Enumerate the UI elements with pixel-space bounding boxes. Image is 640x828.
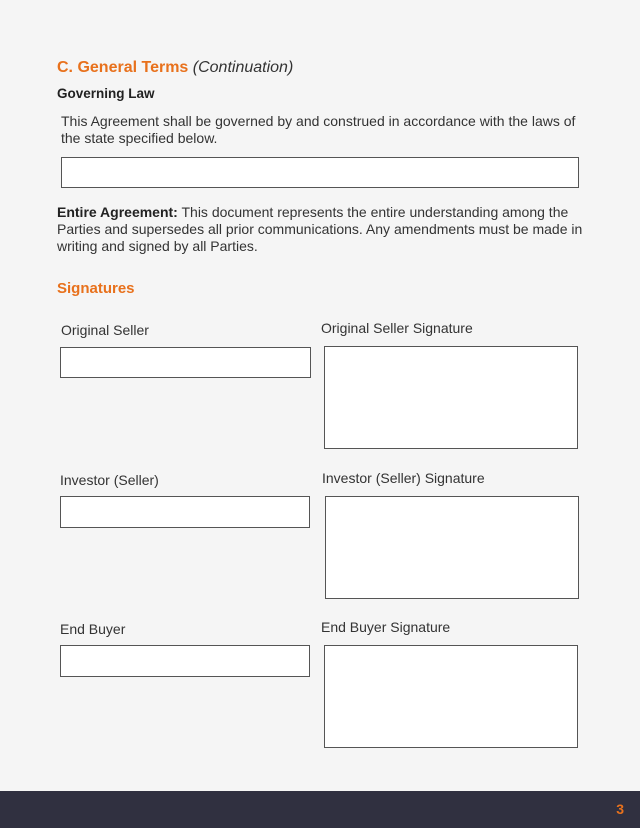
section-title-text: C. General Terms (57, 59, 189, 76)
governing-state-field[interactable] (61, 157, 579, 188)
end-buyer-signature-box[interactable] (324, 645, 578, 748)
governing-law-heading: Governing Law (57, 86, 155, 101)
end-buyer-label: End Buyer (60, 621, 126, 637)
original-seller-name-field[interactable] (60, 347, 311, 378)
page-footer (0, 791, 640, 828)
section-title-suffix: (Continuation) (192, 59, 294, 76)
original-seller-signature-label: Original Seller Signature (321, 320, 473, 336)
end-buyer-name-field[interactable] (60, 645, 310, 677)
investor-seller-label: Investor (Seller) (60, 472, 159, 488)
investor-seller-name-field[interactable] (60, 496, 310, 528)
page-number: 3 (616, 801, 624, 817)
section-title (57, 59, 293, 77)
investor-seller-signature-label: Investor (Seller) Signature (322, 470, 485, 486)
entire-agreement-label: Entire Agreement: (57, 204, 178, 220)
end-buyer-signature-label: End Buyer Signature (321, 619, 451, 635)
signatures-title: Signatures (57, 280, 135, 297)
original-seller-label: Original Seller (61, 322, 149, 338)
entire-agreement-paragraph (57, 204, 587, 255)
original-seller-signature-box[interactable] (324, 346, 578, 449)
entire-agreement-text: This document represents the entire understanding among the Parties and supersedes all prior communications. Any amendments must be made in writing and signed by all Parties. (57, 204, 583, 254)
governing-law-text: This Agreement shall be governed by and construed in accordance with the laws of the state specified below. (61, 113, 576, 146)
investor-seller-signature-box[interactable] (325, 496, 579, 599)
